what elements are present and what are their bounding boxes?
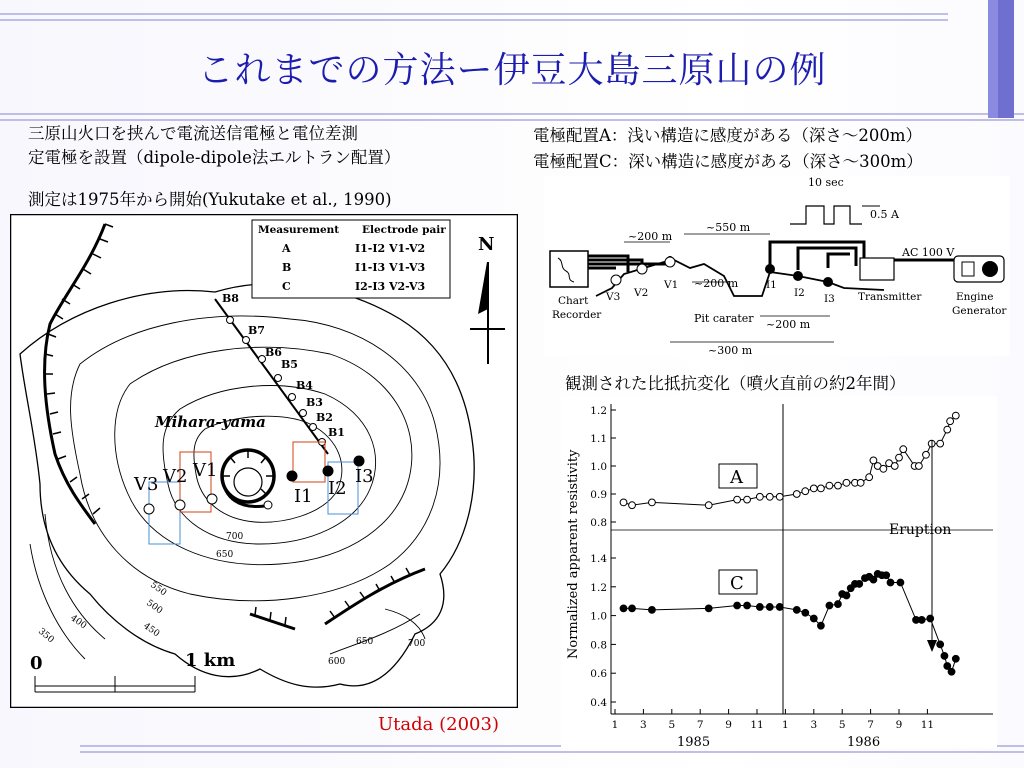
data-point-C [649, 606, 656, 613]
data-point-C [927, 615, 934, 622]
data-point-A [620, 499, 627, 506]
dimension-label: ~550 m [706, 221, 751, 234]
data-point-A [818, 485, 825, 492]
series-a [620, 412, 959, 508]
label-v2: V2 [163, 466, 188, 487]
x-tick-label: 7 [696, 719, 704, 731]
data-point-A [756, 493, 763, 500]
data-point-C [766, 604, 773, 611]
slide-title: これまでの方法ー伊豆大島三原山の例 [197, 50, 827, 91]
data-point-A [766, 493, 773, 500]
amp-label: 0.5 A [870, 208, 899, 221]
data-point-C [802, 609, 809, 616]
pit-label: Pit carater [694, 312, 754, 325]
data-point-C [744, 602, 751, 609]
data-point-A [900, 446, 907, 453]
pulse-label: 10 sec [808, 176, 844, 189]
generator-label-2: Generator [952, 305, 1007, 317]
data-point-C [897, 579, 904, 586]
label-i3: I3 [355, 466, 374, 487]
x-tick-label: 7 [867, 719, 874, 731]
year-label-1986: 1986 [847, 735, 881, 748]
place-name: Mihara-yama [155, 413, 266, 431]
y-tick-label: 1.2 [590, 405, 607, 417]
x-tick-label: 11 [750, 719, 764, 731]
data-point-A [810, 485, 817, 492]
data-point-C [952, 655, 959, 662]
data-point-C [734, 602, 741, 609]
series-line-C [624, 574, 956, 672]
scale-zero: 0 [30, 653, 43, 674]
contour-label: 600 [328, 657, 346, 667]
data-point-C [843, 592, 850, 599]
resistivity-chart [561, 396, 997, 748]
y-tick-label: 1.4 [590, 553, 607, 565]
y-tick-label: 1.0 [590, 461, 607, 473]
table-row-pair: I1-I3 V1-V3 [355, 261, 426, 274]
label-b1: B1 [328, 426, 345, 439]
pulse-waveform [790, 206, 862, 224]
label-v1: V1 [664, 279, 679, 291]
y-tick-label: 0.8 [590, 517, 607, 529]
recorder-label-2: Recorder [552, 309, 602, 321]
data-point-C [756, 604, 763, 611]
chart-recorder-icon [550, 251, 588, 287]
label-i2: I2 [794, 287, 805, 299]
right-text-line-2: 電極配置C：深い構造に感度がある（深さ～300m） [533, 152, 923, 171]
north-label: N [478, 234, 495, 255]
contour-label: 350 [36, 626, 56, 646]
label-b7: B7 [248, 324, 265, 337]
data-point-C [887, 579, 894, 586]
data-point-A [923, 451, 930, 458]
table-header-pair: Electrode pair [362, 224, 446, 236]
data-point-A [826, 482, 833, 489]
panel-a-label: A [730, 467, 743, 488]
data-point-A [744, 496, 751, 503]
contour-label: 650 [216, 550, 234, 560]
data-point-A [649, 499, 656, 506]
table-row-m: A [282, 242, 291, 255]
series-line-A [624, 416, 956, 506]
left-text-line-3: 測定は1975年から開始(Yukutake et al., 1990) [28, 190, 392, 209]
x-tick-label: 1 [611, 719, 619, 731]
data-point-C [620, 605, 627, 612]
right-text-line-1: 電極配置A：浅い構造に感度がある（深さ～200m） [533, 126, 923, 145]
x-tick-label: 11 [920, 719, 935, 731]
data-point-A [629, 502, 636, 509]
chart-caption: 観測された比抵抗変化（噴火直前の約2年間） [565, 374, 906, 393]
year-label-1985: 1985 [677, 735, 711, 748]
data-point-A [915, 463, 922, 470]
y-tick-label: 0.6 [590, 668, 607, 681]
table-row-pair: I2-I3 V2-V3 [355, 280, 426, 293]
x-tick-label: 5 [668, 719, 676, 731]
label-v2: V2 [634, 287, 649, 299]
data-point-A [891, 463, 898, 470]
x-tick-label: 1 [782, 719, 789, 731]
left-text-line-1: 三原山火口を挟んで電流送信電極と電位差測 [28, 124, 358, 143]
x-tick-label: 5 [838, 719, 846, 731]
y-tick-label: 1.2 [590, 581, 607, 594]
data-point-A [734, 496, 741, 503]
island-map [10, 214, 518, 708]
generator-label-1: Engine [956, 291, 994, 303]
data-point-C [883, 572, 890, 579]
data-point-A [952, 412, 959, 419]
table-header-measurement: Measurement [258, 224, 340, 236]
map-panel [10, 214, 518, 708]
label-b4: B4 [296, 379, 313, 392]
y-tick-label: 1.0 [590, 610, 607, 623]
data-point-A [843, 479, 850, 486]
x-tick-label: 3 [810, 719, 818, 731]
label-i1: I1 [294, 486, 313, 507]
label-v3: V3 [134, 474, 159, 495]
table-row-m: C [282, 280, 291, 293]
data-point-A [944, 426, 951, 433]
y-tick-label: 0.4 [590, 697, 607, 709]
data-point-A [857, 479, 864, 486]
eruption-arrowhead [927, 640, 937, 652]
data-point-A [866, 474, 873, 481]
data-point-C [941, 653, 948, 660]
label-i2: I2 [328, 478, 347, 499]
eruption-label: Eruption [889, 522, 952, 538]
y-tick-label: 0.8 [590, 639, 607, 652]
data-point-C [826, 602, 833, 609]
label-b2: B2 [316, 411, 333, 424]
schematic-panel [544, 176, 1010, 356]
citation: Utada (2003) [378, 714, 499, 735]
electrode-schematic [544, 176, 1010, 356]
contour-label: 700 [226, 532, 244, 542]
label-i3: I3 [824, 293, 835, 305]
y-tick-label: 1.1 [590, 433, 607, 445]
contour-label: 700 [408, 639, 426, 649]
data-point-C [948, 668, 955, 675]
data-point-C [810, 615, 817, 622]
data-point-A [776, 493, 783, 500]
table-row-pair: I1-I2 V1-V2 [355, 242, 426, 255]
x-tick-label: 9 [895, 719, 903, 731]
data-point-A [880, 465, 887, 472]
panel-c-label: C [730, 573, 744, 594]
label-b6: B6 [265, 346, 282, 359]
data-point-C [856, 581, 863, 588]
label-b8: B8 [222, 292, 239, 305]
data-point-A [835, 482, 842, 489]
series-c [620, 570, 959, 675]
dimension-label: ~200 m [766, 318, 811, 331]
x-tick-label: 9 [725, 719, 732, 731]
scale-km: 1 km [185, 650, 236, 671]
contour-label: 450 [141, 621, 162, 640]
data-point-C [776, 604, 783, 611]
x-tick-label: 3 [640, 719, 647, 731]
contour-label: 500 [144, 598, 165, 617]
dimension-label: ~300 m [708, 344, 753, 356]
chart-ylabel: Normalized apparent resistivity [566, 449, 581, 659]
contour-label: 650 [356, 637, 374, 647]
data-point-A [793, 491, 800, 498]
label-v1: V1 [193, 460, 218, 481]
ac-label: AC 100 V [902, 246, 955, 259]
dimension-label: ~200 m [628, 230, 673, 243]
left-text-line-2: 定電極を設置（dipole-dipole法エルトラン配置） [28, 148, 401, 167]
table-row-m: B [282, 261, 292, 274]
contour-label: 550 [148, 580, 169, 599]
measurement-table [252, 220, 450, 298]
recorder-label-1: Chart [558, 295, 589, 307]
data-point-A [947, 418, 954, 425]
data-point-A [705, 502, 712, 509]
data-point-C [629, 605, 636, 612]
label-b3: B3 [306, 396, 323, 409]
data-point-A [802, 488, 809, 495]
data-point-C [835, 601, 842, 608]
data-point-C [818, 622, 825, 629]
data-point-C [793, 606, 800, 613]
y-tick-label: 0.9 [590, 489, 607, 501]
contour-label: 400 [68, 613, 89, 632]
label-v3: V3 [606, 291, 621, 303]
data-point-C [937, 641, 944, 648]
dimension-label: ~200 m [694, 277, 739, 290]
data-point-A [896, 454, 903, 461]
transmitter-label: Transmitter [858, 291, 922, 303]
data-point-C [705, 605, 712, 612]
label-b5: B5 [281, 358, 298, 371]
data-point-C [918, 617, 925, 624]
chart-panel [561, 396, 997, 748]
data-point-A [937, 440, 944, 447]
transmitter-icon [860, 258, 894, 280]
label-i1: I1 [766, 279, 777, 291]
